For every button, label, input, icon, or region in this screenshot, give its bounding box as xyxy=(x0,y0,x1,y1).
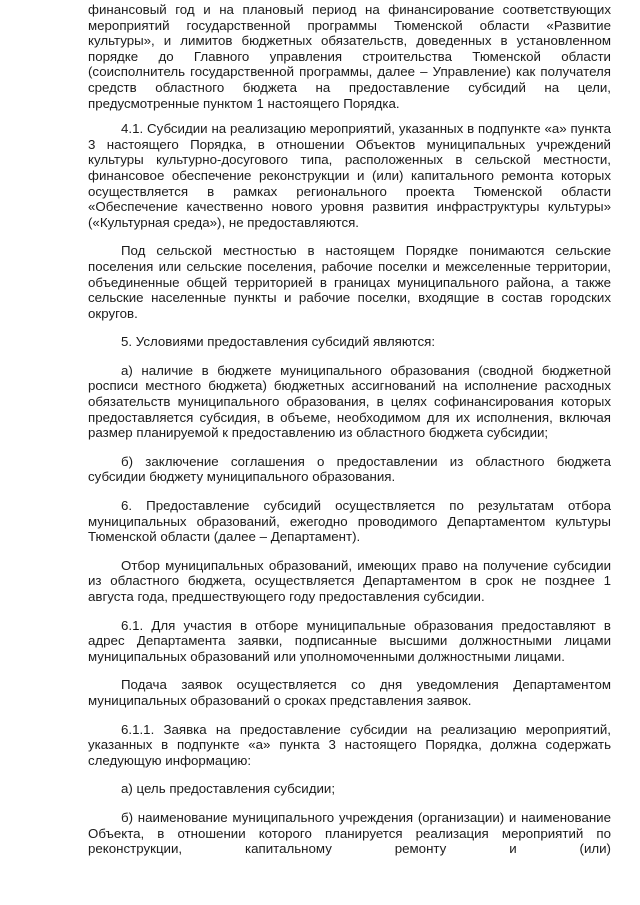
paragraph-6-1: 6.1. Для участия в отборе муниципальные образования предоставляют в адрес Департамента заявки, подписанные высшими должностными лицами муниципальных образований или уполномоченными должностными лицами. xyxy=(88,617,611,664)
paragraph-application-submission: Подача заявок осуществляется со дня уведомления Департаментом муниципальных образований о сроках представления заявок. xyxy=(88,677,611,708)
paragraph-funding-continuation: финансовый год и на плановый период на финансирование соответствующих мероприятий государственной программы Тюменской области «Развитие культуры», и лимитов бюджетных обязательств, доведенных в установленном порядке до Главного управления строительства Тюменской области (соисполнитель государственной программы, далее – Управление) как получателя средств областного бюджета на предоставление субсидий на цели, предусмотренные пунктом 1 настоящего Порядка. xyxy=(88,2,611,111)
paragraph-6: 6. Предоставление субсидий осуществляется по результатам отбора муниципальных образований, ежегодно проводимого Департаментом культуры Тюменской области (далее – Департамент). xyxy=(88,498,611,545)
paragraph-5-b: б) заключение соглашения о предоставлении из областного бюджета субсидии бюджету муниципального образования. xyxy=(88,453,611,485)
paragraph-6-1-1-b: б) наименование муниципального учреждения (организации) и наименование Объекта, в отношении которого планируется реализация мероприятий по реконструкции, капитальному ремонту и (или) xyxy=(88,809,611,857)
paragraph-selection-deadline: Отбор муниципальных образований, имеющих право на получение субсидии из областного бюджета, осуществляется Департаментом в срок не позднее 1 августа года, предшествующего году предоставления субсидии. xyxy=(88,557,611,604)
document-page xyxy=(88,2,611,857)
paragraph-4-1: 4.1. Субсидии на реализацию мероприятий, указанных в подпункте «а» пункта 3 настоящего Порядка, в отношении Объектов муниципальных учреждений культуры культурно-досугового типа, расположенных в сельской местности, финансовое обеспечение реконструкции и (или) капитального ремонта которых осуществляется в рамках регионального проекта Тюменской области «Обеспечение качественно нового уровня развития инфраструктуры культуры» («Культурная среда»), не предоставляются. xyxy=(88,121,611,230)
paragraph-6-1-1-a: а) цель предоставления субсидии; xyxy=(121,781,336,797)
paragraph-rural-definition: Под сельской местностью в настоящем Порядке понимаются сельские поселения или сельские поселения, рабочие поселки и межселенные территории, объединенные общей территорией в границах муниципального района, а также сельские населенные пункты и рабочие поселки, входящие в состав городских округов. xyxy=(88,243,611,321)
paragraph-6-1-1: 6.1.1. Заявка на предоставление субсидии на реализацию мероприятий, указанных в подпункте «а» пункта 3 настоящего Порядка, должна содержать следующую информацию: xyxy=(88,721,611,768)
paragraph-5-heading: 5. Условиями предоставления субсидий являются: xyxy=(121,334,436,350)
paragraph-5-a: а) наличие в бюджете муниципального образования (сводной бюджетной росписи местного бюджета) бюджетных ассигнований на исполнение расходных обязательств муниципального образования, в целях софинансирования которых предоставляется субсидия, в объеме, необходимом для их исполнения, включая размер планируемой к предоставлению из областного бюджета субсидии; xyxy=(88,362,611,441)
